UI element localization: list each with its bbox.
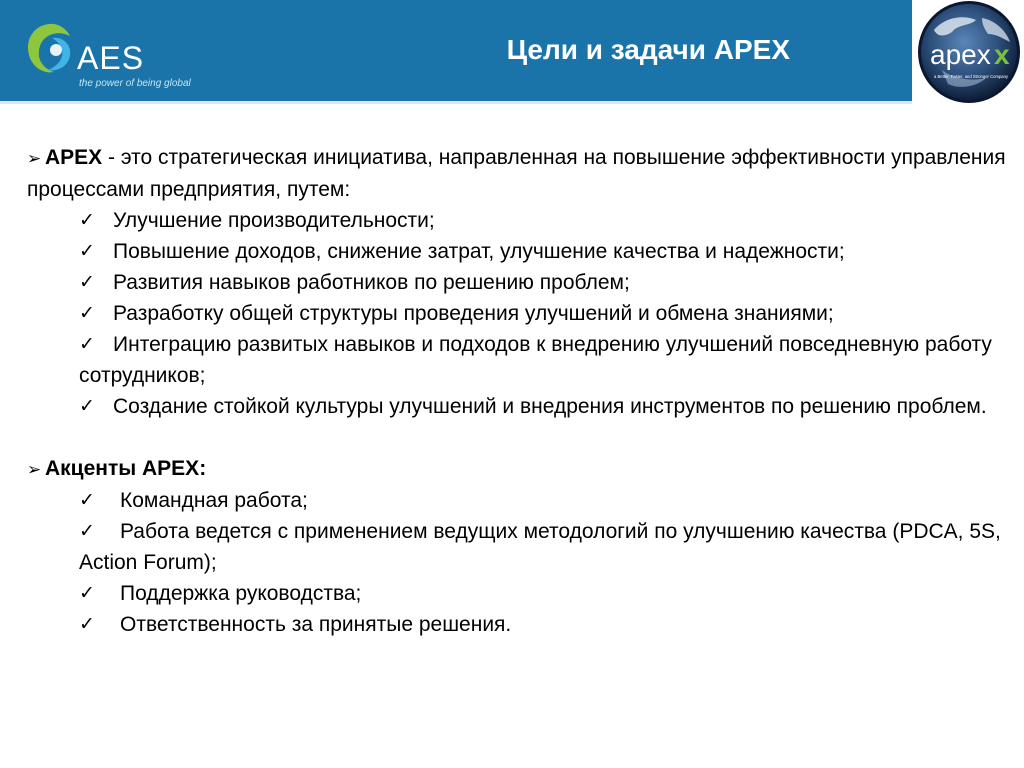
arrow-bullet-icon: ➢	[27, 149, 42, 168]
checkmark-icon: ✓	[79, 272, 95, 293]
aes-tagline: the power of being global	[79, 78, 191, 89]
slide-title: Цели и задачи APEX	[506, 34, 790, 65]
checkmark-icon: ✓	[79, 241, 95, 262]
intro-text: - это стратегическая инициатива, направленная на повышение эффективности управления процессами предприятия, путем:	[27, 146, 1006, 201]
checkmark-icon: ✓	[79, 334, 95, 355]
list-item: ✓ Командная работа;	[27, 485, 1007, 516]
apex-logo-badge	[912, 0, 1024, 104]
list-item: ✓ Работа ведется с применением ведущих методологий по улучшению качества (PDCA, 5S, Action Forum);	[27, 516, 1007, 578]
section-spacer	[27, 422, 1007, 453]
apex-badge-x: x	[994, 39, 1010, 70]
apex-badge-text: apex	[930, 39, 991, 70]
list-item: ✓ Разработку общей структуры проведения улучшений и обмена знаниями;	[27, 298, 1007, 329]
checkmark-icon: ✓	[79, 303, 95, 324]
list-item: ✓ Повышение доходов, снижение затрат, улучшение качества и надежности;	[27, 236, 1007, 267]
checkmark-icon: ✓	[79, 210, 95, 231]
list-item: ✓ Улучшение производительности;	[27, 205, 1007, 236]
arrow-bullet-icon: ➢	[27, 460, 42, 479]
accents-heading: Акценты APEX:	[45, 457, 207, 480]
list-item: ✓ Развития навыков работников по решению проблем;	[27, 267, 1007, 298]
checkmark-icon: ✓	[79, 396, 95, 417]
header-divider	[0, 101, 1024, 104]
section1-intro	[27, 142, 1007, 205]
checkmark-icon: ✓	[79, 490, 95, 511]
list-item: ✓ Создание стойкой культуры улучшений и внедрения инструментов по решению проблем.	[27, 391, 1007, 422]
aes-swirl-icon	[22, 20, 76, 76]
aes-logo	[22, 20, 222, 95]
aes-wordmark: AES	[77, 40, 145, 76]
section2-heading	[27, 453, 1007, 485]
list-item: ✓ Интеграцию развитых навыков и подходов к внедрению улучшений повседневную работу сотрудников;	[27, 329, 1007, 391]
slide-header	[0, 0, 912, 101]
checkmark-icon: ✓	[79, 583, 95, 604]
checkmark-icon: ✓	[79, 521, 95, 542]
list-item: ✓ Поддержка руководства;	[27, 578, 1007, 609]
checkmark-icon: ✓	[79, 614, 95, 635]
slide-body	[27, 142, 1007, 640]
apex-term: APEX	[45, 146, 103, 169]
apex-badge-subtext: a Better, Faster, and Stronger Company	[934, 74, 1009, 79]
list-item: ✓ Ответственность за принятые решения.	[27, 609, 1007, 640]
